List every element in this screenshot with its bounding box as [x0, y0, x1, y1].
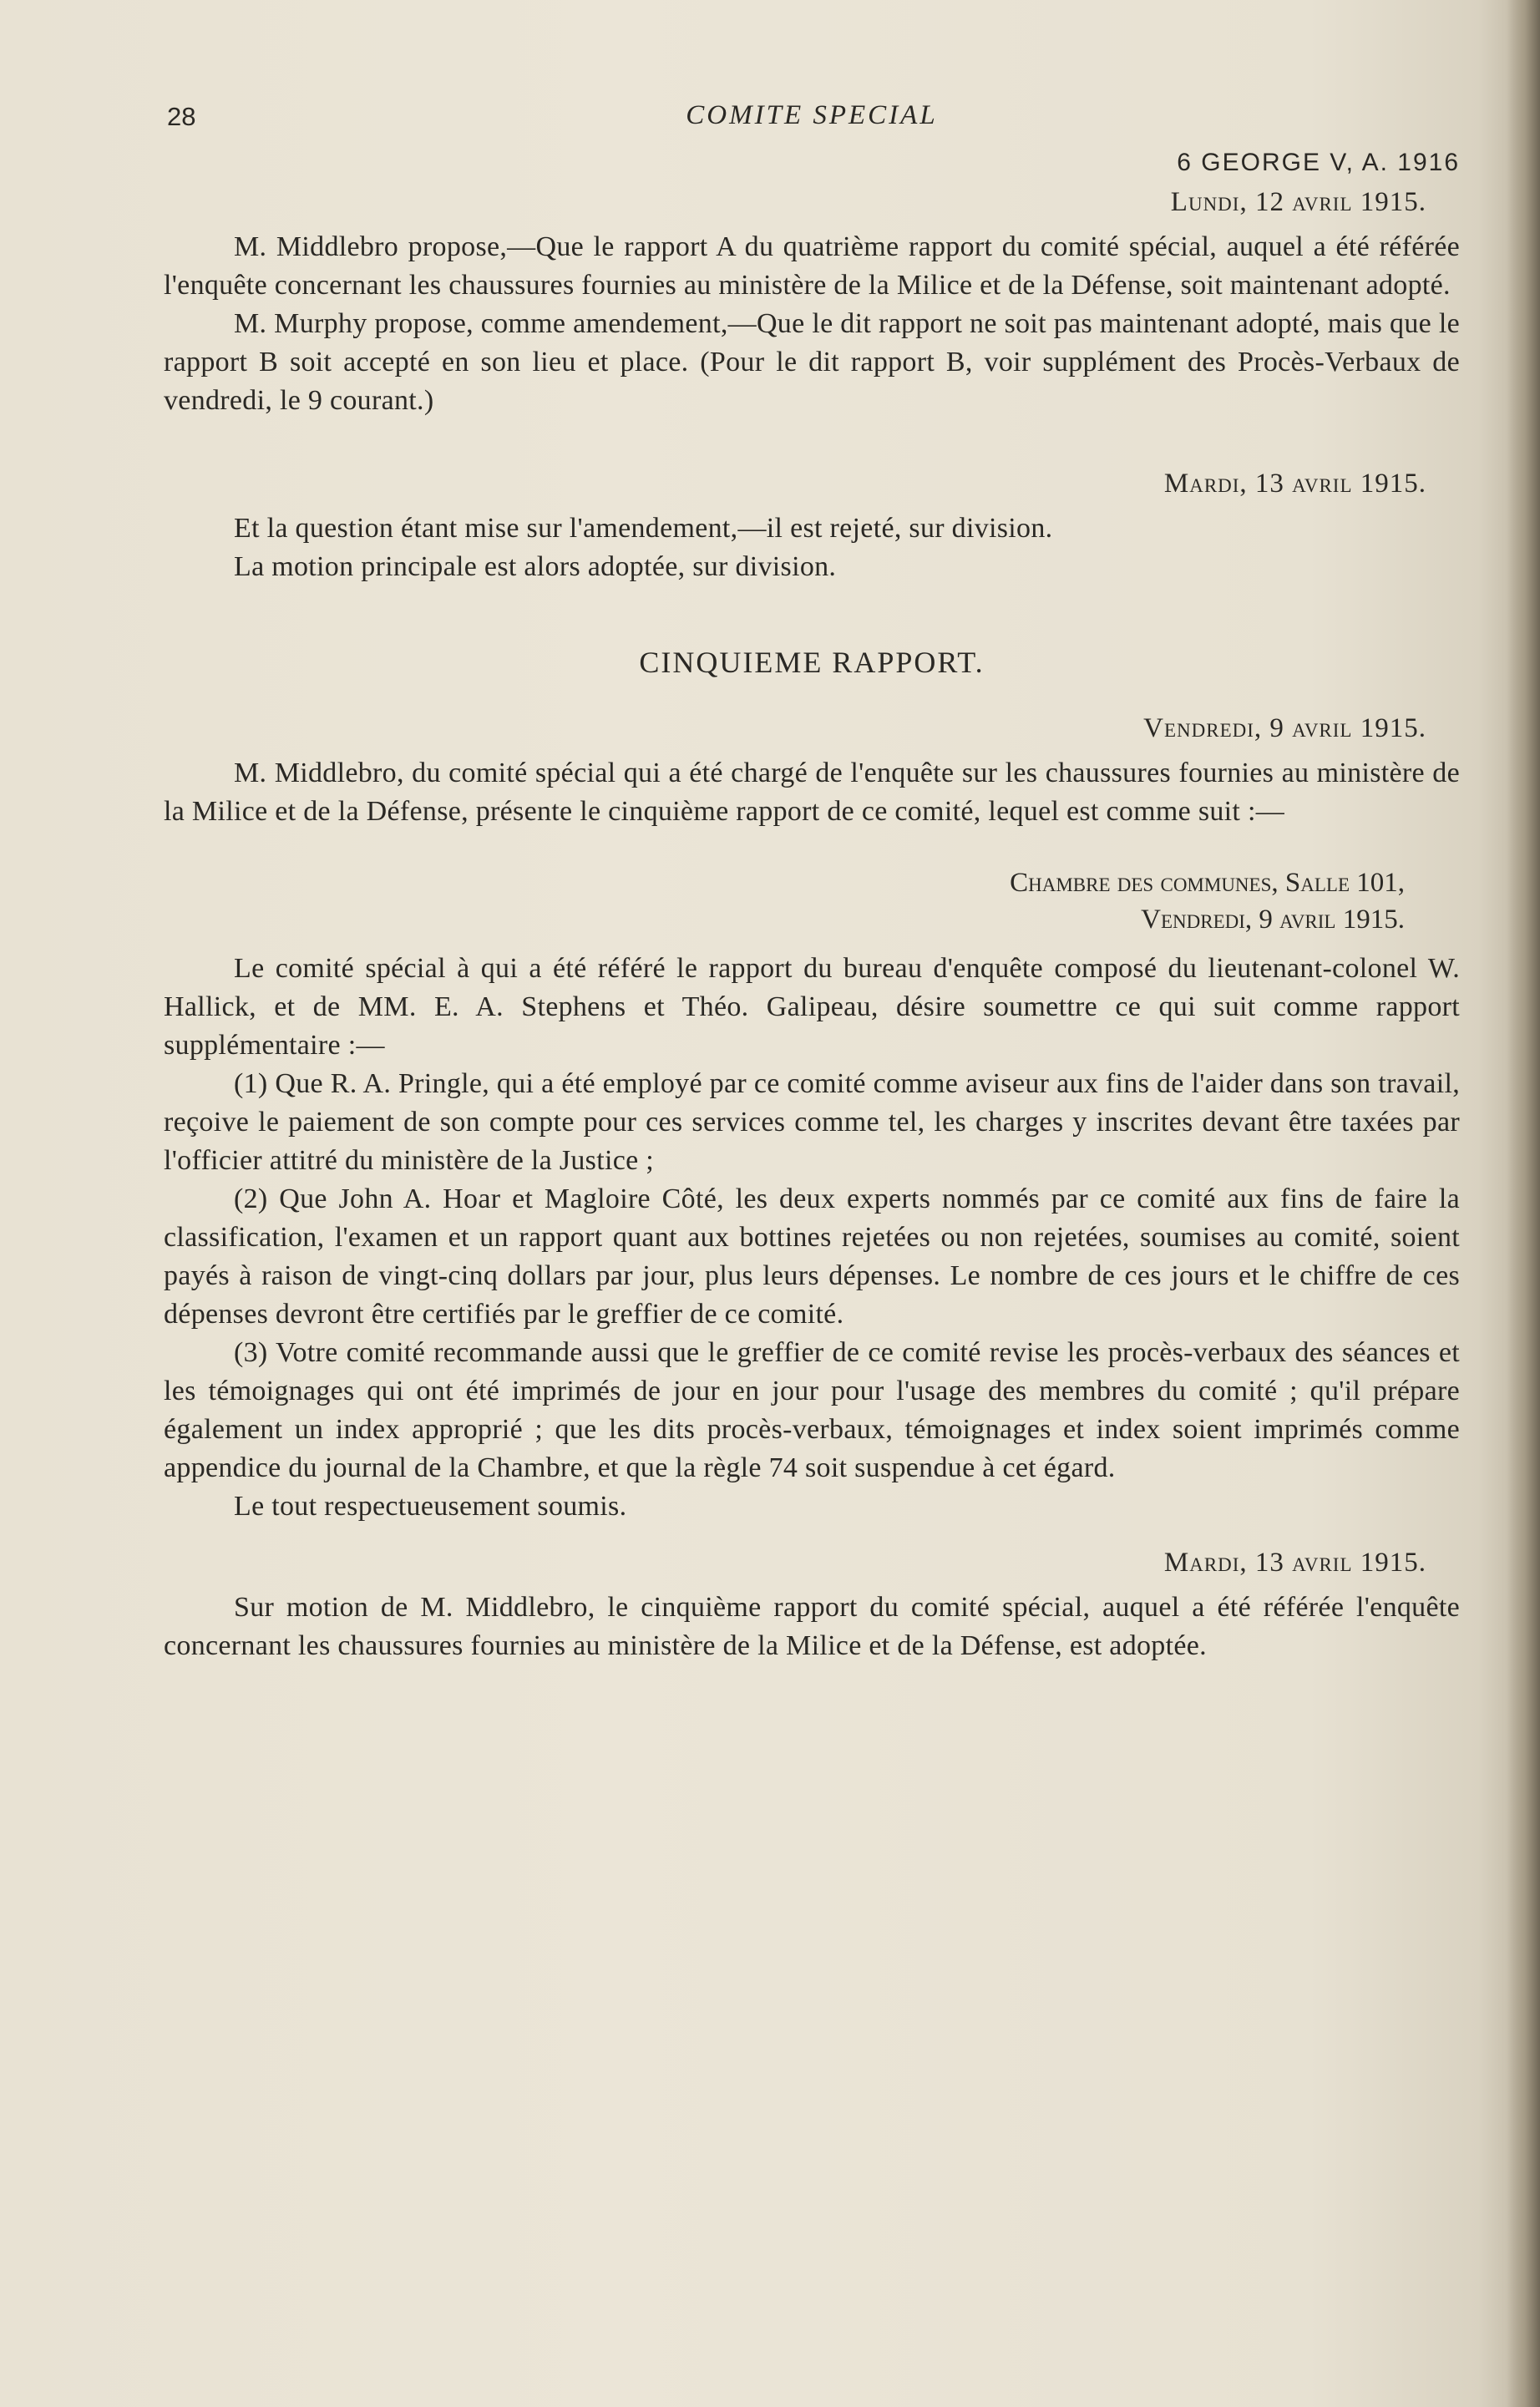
- address-location: Chambre des communes, Salle 101,: [1010, 868, 1405, 898]
- date-vendredi: Vendredi, 9 avril 1915.: [1143, 713, 1426, 743]
- session-label: 6 GEORGE V, A. 1916: [1177, 149, 1460, 176]
- report-item-3: (3) Votre comité recommande aussi que le greffier de ce comité revise les procès-verbaux des séances et les témoignages qui ont été imprimés de jour en jour pour l'usage des membres du comité ; qu'il prépare également un index approprié ; que les dits procès-verbaux, témoignages et index soient imprimés comme appendice du journal de la Chambre, et que la règle 74 soit suspendue à cet égard.: [164, 1337, 1460, 1483]
- book-spine-shadow: [1507, 0, 1540, 2407]
- date-mardi-2: Mardi, 13 avril 1915.: [1163, 1548, 1426, 1578]
- report-adopted-paragraph: Sur motion de M. Middlebro, le cinquième rapport du comité spécial, auquel a été référée l'enquête concernant les chaussures fournies au ministère de la Milice et de la Défense, est adoptée.: [164, 1592, 1460, 1661]
- main-motion-adopted-paragraph: La motion principale est alors adoptée, sur division.: [234, 551, 837, 582]
- page-number: 28: [167, 102, 196, 131]
- running-title: COMITE SPECIAL: [686, 100, 938, 130]
- amendment-rejected-paragraph: Et la question étant mise sur l'amendement,—il est rejeté, sur division.: [234, 513, 1053, 544]
- report-presentation-paragraph: M. Middlebro, du comité spécial qui a été chargé de l'enquête sur les chaussures fournies au ministère de la Milice et de la Défense, présente le cinquième rapport de ce comité, lequel est comme suit :—: [164, 758, 1460, 827]
- report-item-2: (2) Que John A. Hoar et Magloire Côté, les deux experts nommés par ce comité aux fins de faire la classification, l'examen et un rapport quant aux bottines rejetées ou non rejetées, soumises au comité, soient payés à raison de vingt-cinq dollars par jour, plus leurs dépenses. Le nombre de ces jours et le chiffre de ces dépenses devront être certifiés par le greffier de ce comité.: [164, 1183, 1460, 1330]
- report-address: [164, 864, 1405, 938]
- report-item-1: (1) Que R. A. Pringle, qui a été employé par ce comité comme aviseur aux fins de l'aider dans son travail, reçoive le paiement de son compte pour ces services comme tel, les charges y inscrites devant être taxées par l'officier attitré du ministère de la Justice ;: [164, 1068, 1460, 1176]
- page-content: [164, 92, 1460, 1665]
- report-intro-paragraph: Le comité spécial à qui a été référé le rapport du bureau d'enquête composé du lieutenant-colonel W. Hallick, et de MM. E. A. Stephens et Théo. Galipeau, désire soumettre ce qui suit comme rapport supplémentaire :—: [164, 953, 1460, 1061]
- address-date: Vendredi, 9 avril 1915.: [1141, 905, 1405, 935]
- motion-middlebro-paragraph: M. Middlebro propose,—Que le rapport A du quatrième rapport du comité spécial, auquel a été référée l'enquête concernant les chaussures fournies au ministère de la Milice et de la Défense, soit maintenant adopté.: [164, 231, 1460, 301]
- section-heading: CINQUIEME RAPPORT.: [639, 646, 985, 679]
- date-mardi: Mardi, 13 avril 1915.: [1163, 469, 1426, 499]
- date-lundi: Lundi, 12 avril 1915.: [1170, 187, 1426, 217]
- report-closing: Le tout respectueusement soumis.: [234, 1491, 627, 1522]
- amendment-murphy-paragraph: M. Murphy propose, comme amendement,—Que le dit rapport ne soit pas maintenant adopté, mais que le rapport B soit accepté en son lieu et place. (Pour le dit rapport B, voir supplément des Procès-Verbaux de vendredi, le 9 courant.): [164, 308, 1460, 416]
- running-header: [164, 92, 1460, 142]
